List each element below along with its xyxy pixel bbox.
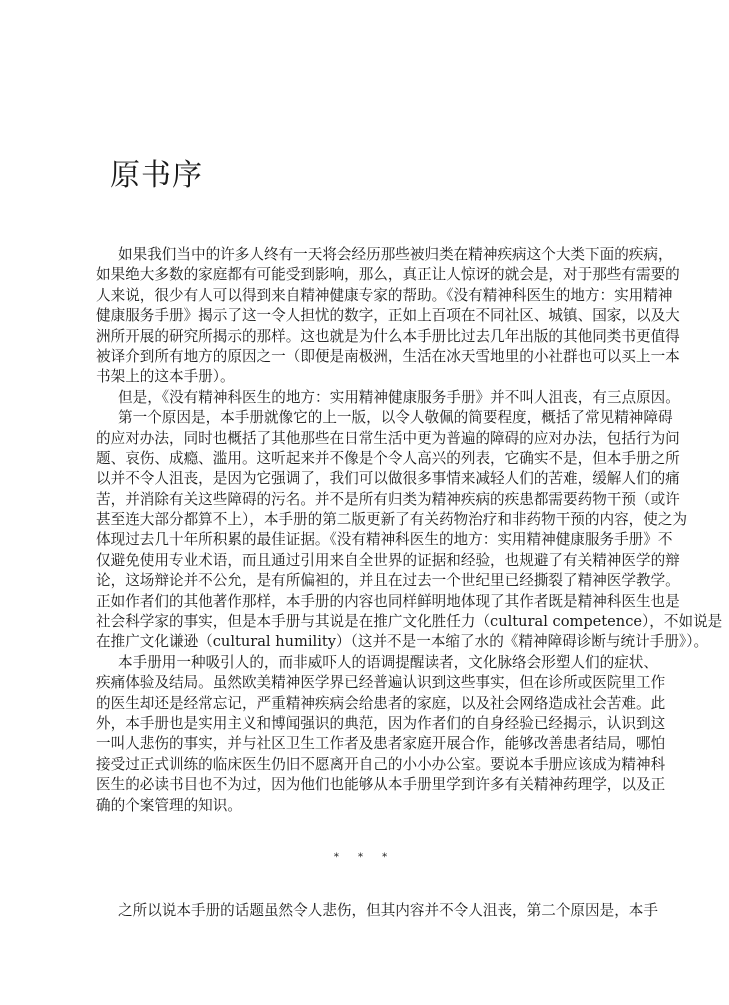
text-line: 医生的必读书目也不为过，因为他们也能够从本手册里学到许多有关精神药理学，以及正 (96, 776, 666, 794)
text-line: 论，这场辩论并不公允，是有所偏袒的，并且在过去一个世纪里已经撕裂了精神医学教学。 (96, 572, 680, 590)
text-line: 社会科学家的事实，但是本手册与其说是在推广文化胜任力（cultural competence），不如说是 (96, 613, 723, 631)
text-line: 苦，并消除有关这些障碍的污名。并不是所有归类为精神疾病的疾患都需要药物干预（或许 (96, 490, 680, 508)
text-line: 第一个原因是，本手册就像它的上一版，以令人敬佩的简要程度，概括了常见精神障碍 (118, 409, 673, 427)
paragraph (96, 388, 680, 408)
page-title: 原书序 (110, 158, 203, 193)
text-line: 疾痛体验及结局。虽然欧美精神医学界已经普遍认识到这些事实，但在诊所或医院里工作 (96, 674, 666, 692)
paragraph (96, 245, 680, 388)
paragraph (96, 901, 658, 921)
preface-body (96, 245, 723, 816)
text-line: 的应对办法，同时也概括了其他那些在日常生活中更为普遍的障碍的应对办法，包括行为问 (96, 429, 680, 447)
text-line: 洲所开展的研究所揭示的那样。这也就是为什么本手册比过去几年出版的其他同类书更值得 (96, 327, 680, 345)
text-line: 以并不令人沮丧，是因为它强调了，我们可以做很多事情来减轻人们的苦难，缓解人们的痛 (96, 470, 680, 488)
text-line: 但是，《没有精神科医生的地方：实用精神健康服务手册》并不叫人沮丧，有三点原因。 (118, 388, 680, 406)
text-line: 书架上的这本手册）。 (96, 368, 235, 386)
text-line: 一叫人悲伤的事实，并与社区卫生工作者及患者家庭开展合作，能够改善患者结局，哪怕 (96, 735, 666, 753)
paragraph (96, 653, 666, 816)
text-line: 确的个案管理的知识。 (96, 796, 242, 814)
text-line: 被译介到所有地方的原因之一（即便是南极洲，生活在冰天雪地里的小社群也可以买上一本 (96, 347, 680, 365)
text-line: 人来说，很少有人可以得到来自精神健康专家的帮助。《没有精神科医生的地方：实用精神 (96, 286, 673, 304)
text-line: 体现过去几十年所积累的最佳证据。《没有精神科医生的地方：实用精神健康服务手册》不 (96, 531, 673, 549)
text-line: 之所以说本手册的话题虽然令人悲伤，但其内容并不令人沮丧，第二个原因是，本手 (118, 902, 658, 919)
text-line: 仅避免使用专业术语，而且通过引用来自全世界的证据和经验，也规避了有关精神医学的辩 (96, 551, 680, 569)
text-line: 的医生却还是经常忘记，严重精神疾病会给患者的家庭，以及社会网络造成社会苦难。此 (96, 694, 666, 712)
text-line: 接受过正式训练的临床医生仍旧不愿离开自己的小小办公室。要说本手册应该成为精神科 (96, 755, 666, 773)
text-line: 如果绝大多数的家庭都有可能受到影响，那么，真正让人惊讶的就会是，对于那些有需要的 (96, 266, 680, 284)
paragraph (96, 408, 723, 653)
section-separator: * * * (333, 852, 396, 863)
text-line: 甚至连大部分都算不上），本手册的第二版更新了有关药物治疗和非药物干预的内容，使之为 (96, 511, 688, 529)
text-line: 健康服务手册》揭示了这一令人担忧的数字，正如上百项在不同社区、城镇、国家，以及大 (96, 307, 680, 325)
text-line: 本手册用一种吸引人的，而非威吓人的语调提醒读者，文化脉络会形塑人们的症状、 (118, 653, 658, 671)
text-line: 如果我们当中的许多人终有一天将会经历那些被归类在精神疾病这个大类下面的疾病， (118, 246, 673, 263)
text-line: 题、哀伤、成瘾、滥用。这听起来并不像是个令人高兴的列表，它确实不是，但本手册之所 (96, 449, 680, 467)
text-line: 在推广文化谦逊（cultural humility）（这并不是一本缩了水的《精神障碍诊断与统计手册》）。 (96, 633, 709, 651)
text-line: 外，本手册也是实用主义和博闻强识的典范，因为作者们的自身经验已经揭示，认识到这 (96, 714, 666, 732)
text-line: 正如作者们的其他著作那样，本手册的内容也同样鲜明地体现了其作者既是精神科医生也是 (96, 592, 680, 610)
